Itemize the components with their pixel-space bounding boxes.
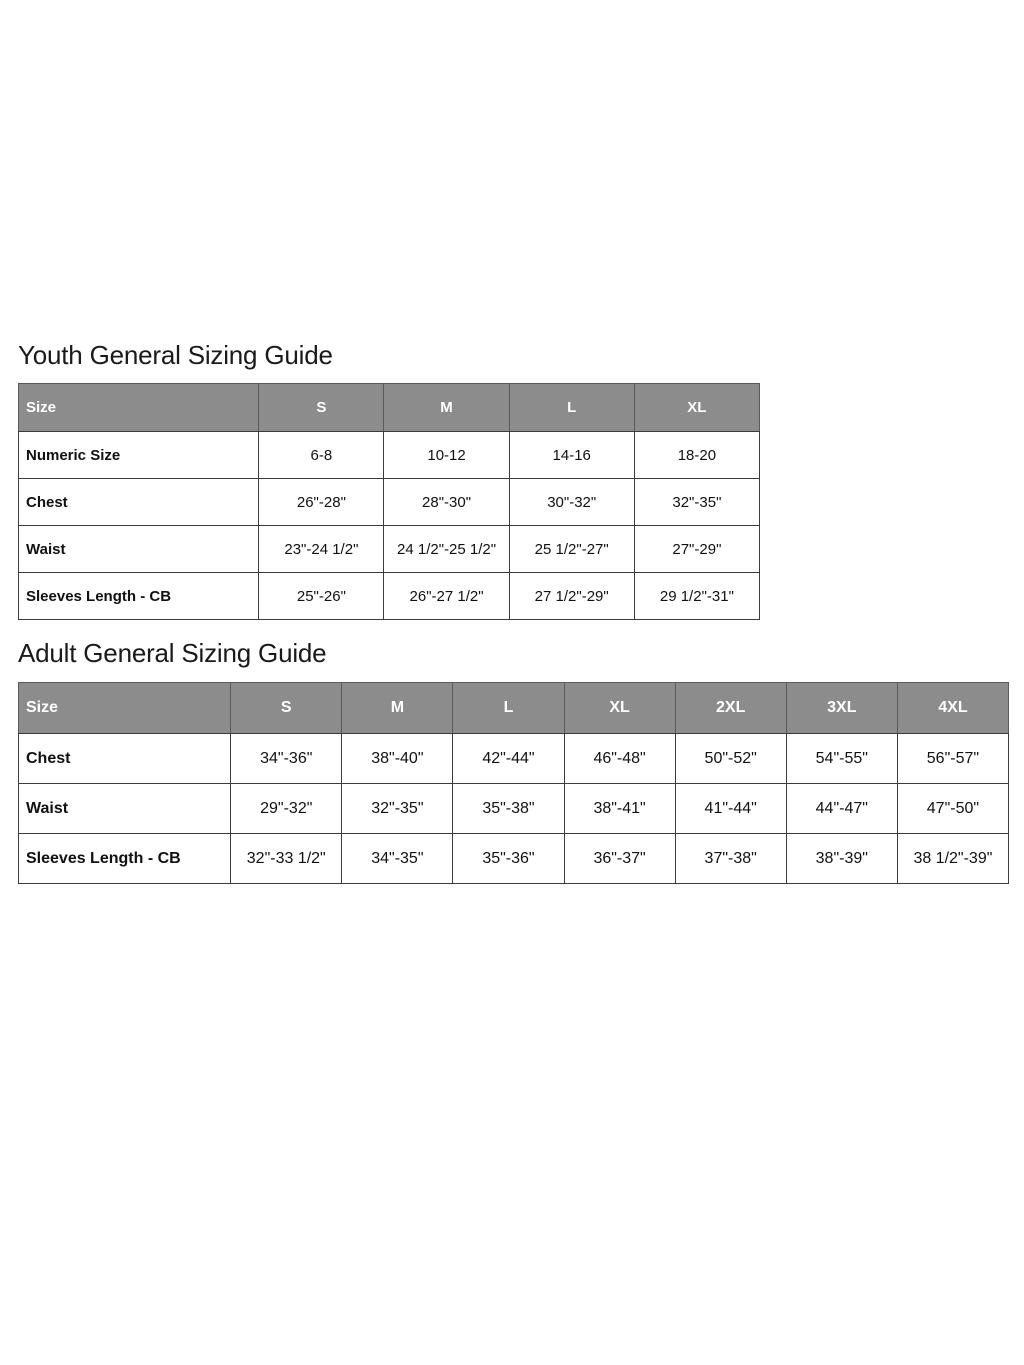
table-cell: 38"-39"	[786, 834, 897, 884]
table-cell: 29 1/2"-31"	[634, 573, 759, 620]
table-cell: 29"-32"	[231, 784, 342, 834]
adult-sizing-guide-title: Adult General Sizing Guide	[18, 638, 327, 668]
adult-sizing-table	[18, 682, 1009, 884]
table-cell: 41"-44"	[675, 784, 786, 834]
table-header-row	[19, 384, 760, 432]
table-cell: 32"-35"	[634, 479, 759, 526]
table-cell: 36"-37"	[564, 834, 675, 884]
table-cell: 6-8	[259, 432, 384, 479]
row-label-chest: Chest	[19, 479, 259, 526]
header-cell-2xl: 2XL	[675, 683, 786, 734]
table-cell: 25"-26"	[259, 573, 384, 620]
table-row	[19, 573, 760, 620]
table-cell: 38"-40"	[342, 734, 453, 784]
table-header-row	[19, 683, 1009, 734]
table-cell: 32"-35"	[342, 784, 453, 834]
table-cell: 32"-33 1/2"	[231, 834, 342, 884]
table-cell: 26"-28"	[259, 479, 384, 526]
table-cell: 18-20	[634, 432, 759, 479]
table-cell: 38 1/2"-39"	[897, 834, 1008, 884]
header-cell-s: S	[231, 683, 342, 734]
table-cell: 23"-24 1/2"	[259, 526, 384, 573]
header-cell-l: L	[509, 384, 634, 432]
table-row	[19, 734, 1009, 784]
table-cell: 35"-36"	[453, 834, 564, 884]
table-cell: 47"-50"	[897, 784, 1008, 834]
table-cell: 27 1/2"-29"	[509, 573, 634, 620]
table-row	[19, 432, 760, 479]
table-cell: 50"-52"	[675, 734, 786, 784]
table-cell: 35"-38"	[453, 784, 564, 834]
youth-sizing-table	[18, 383, 760, 620]
table-row	[19, 479, 760, 526]
row-label-sleeves-length: Sleeves Length - CB	[19, 573, 259, 620]
table-row	[19, 834, 1009, 884]
table-cell: 28"-30"	[384, 479, 509, 526]
table-cell: 42"-44"	[453, 734, 564, 784]
table-cell: 25 1/2"-27"	[509, 526, 634, 573]
table-cell: 46"-48"	[564, 734, 675, 784]
header-cell-xl: XL	[634, 384, 759, 432]
table-cell: 10-12	[384, 432, 509, 479]
table-cell: 34"-36"	[231, 734, 342, 784]
table-cell: 30"-32"	[509, 479, 634, 526]
header-cell-m: M	[384, 384, 509, 432]
row-label-waist: Waist	[19, 784, 231, 834]
row-label-numeric-size: Numeric Size	[19, 432, 259, 479]
header-cell-xl: XL	[564, 683, 675, 734]
table-cell: 27"-29"	[634, 526, 759, 573]
row-label-chest: Chest	[19, 734, 231, 784]
header-cell-size: Size	[19, 683, 231, 734]
header-cell-l: L	[453, 683, 564, 734]
table-cell: 56"-57"	[897, 734, 1008, 784]
table-row	[19, 784, 1009, 834]
header-cell-3xl: 3XL	[786, 683, 897, 734]
table-cell: 38"-41"	[564, 784, 675, 834]
table-cell: 37"-38"	[675, 834, 786, 884]
header-cell-m: M	[342, 683, 453, 734]
table-cell: 14-16	[509, 432, 634, 479]
header-cell-size: Size	[19, 384, 259, 432]
table-row	[19, 526, 760, 573]
header-cell-4xl: 4XL	[897, 683, 1008, 734]
row-label-waist: Waist	[19, 526, 259, 573]
table-cell: 34"-35"	[342, 834, 453, 884]
table-cell: 26"-27 1/2"	[384, 573, 509, 620]
table-cell: 44"-47"	[786, 784, 897, 834]
table-cell: 54"-55"	[786, 734, 897, 784]
header-cell-s: S	[259, 384, 384, 432]
row-label-sleeves-length: Sleeves Length - CB	[19, 834, 231, 884]
table-cell: 24 1/2"-25 1/2"	[384, 526, 509, 573]
youth-sizing-guide-title: Youth General Sizing Guide	[18, 340, 333, 370]
